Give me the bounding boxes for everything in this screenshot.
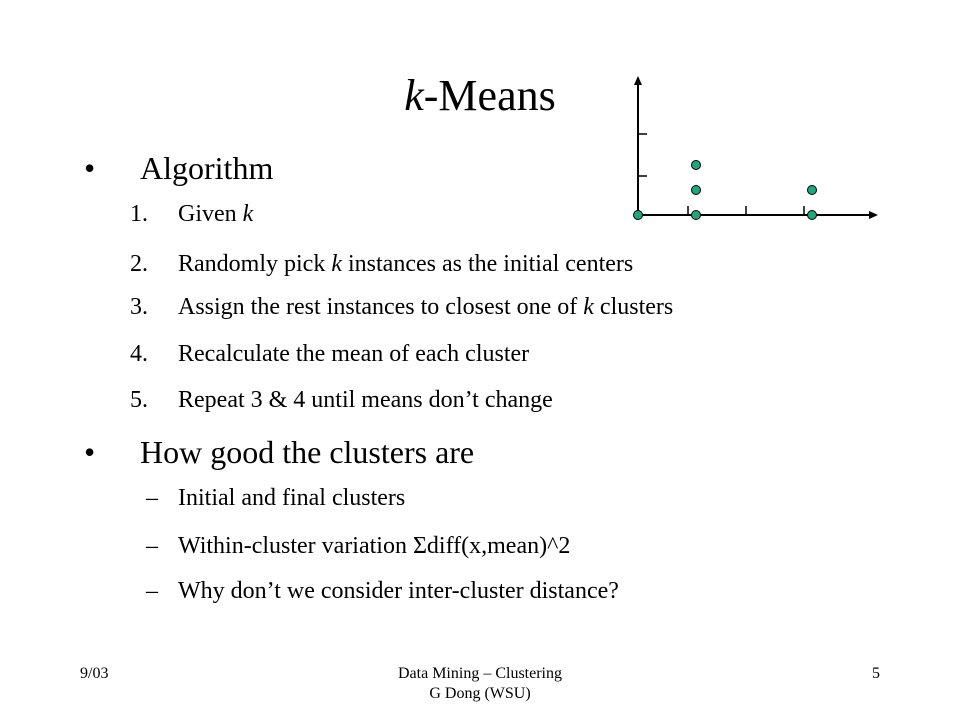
plot-axes bbox=[634, 76, 878, 219]
scatter-plot-illustration bbox=[620, 70, 890, 230]
step-text-after: instances as the initial centers bbox=[341, 251, 634, 277]
data-point bbox=[808, 186, 817, 195]
step-text: Given bbox=[178, 201, 243, 227]
step-italic: k bbox=[242, 201, 254, 227]
sub-item-text: Initial and final clusters bbox=[178, 485, 406, 511]
plot-points bbox=[634, 161, 817, 220]
step-text-after: clusters bbox=[593, 294, 674, 320]
step-number: 1. bbox=[130, 201, 148, 227]
step-text: Randomly pick bbox=[178, 251, 332, 277]
step-number: 4. bbox=[130, 341, 148, 367]
data-point bbox=[692, 211, 701, 220]
step-number: 2. bbox=[130, 251, 148, 277]
sub-item-text: Why don’t we consider inter-cluster distance? bbox=[178, 578, 619, 604]
x-axis-arrow bbox=[869, 211, 878, 219]
footer-author: G Dong (WSU) bbox=[429, 685, 531, 702]
dash-marker: – bbox=[146, 485, 158, 511]
bullet-symbol: • bbox=[84, 434, 96, 470]
dash-marker: – bbox=[146, 578, 158, 604]
footer-date: 9/03 bbox=[80, 665, 109, 682]
step-text: Assign the rest instances to closest one of bbox=[178, 294, 584, 320]
title-rest: -Means bbox=[423, 71, 556, 120]
bullet-symbol: • bbox=[84, 150, 96, 186]
step-number: 3. bbox=[130, 294, 148, 320]
bullet-text: How good the clusters are bbox=[140, 434, 475, 470]
footer-course: Data Mining – Clustering bbox=[398, 665, 562, 682]
data-point bbox=[808, 211, 817, 220]
data-point bbox=[692, 161, 701, 170]
step-italic: k bbox=[331, 251, 342, 277]
y-axis-arrow bbox=[634, 76, 642, 85]
data-point bbox=[634, 211, 643, 220]
step-italic: k bbox=[583, 294, 594, 320]
title-italic: k bbox=[404, 71, 424, 120]
dash-marker: – bbox=[146, 533, 158, 559]
sub-item-text: Within-cluster variation Σdiff(x,mean)^2 bbox=[178, 533, 571, 559]
step-text: Recalculate the mean of each cluster bbox=[178, 341, 530, 367]
footer-page-number: 5 bbox=[872, 665, 880, 682]
step-text: Repeat 3 & 4 until means don’t change bbox=[178, 387, 553, 413]
bullet-text: Algorithm bbox=[140, 150, 274, 186]
footer-center bbox=[330, 664, 630, 704]
data-point bbox=[692, 186, 701, 195]
step-number: 5. bbox=[130, 387, 148, 413]
